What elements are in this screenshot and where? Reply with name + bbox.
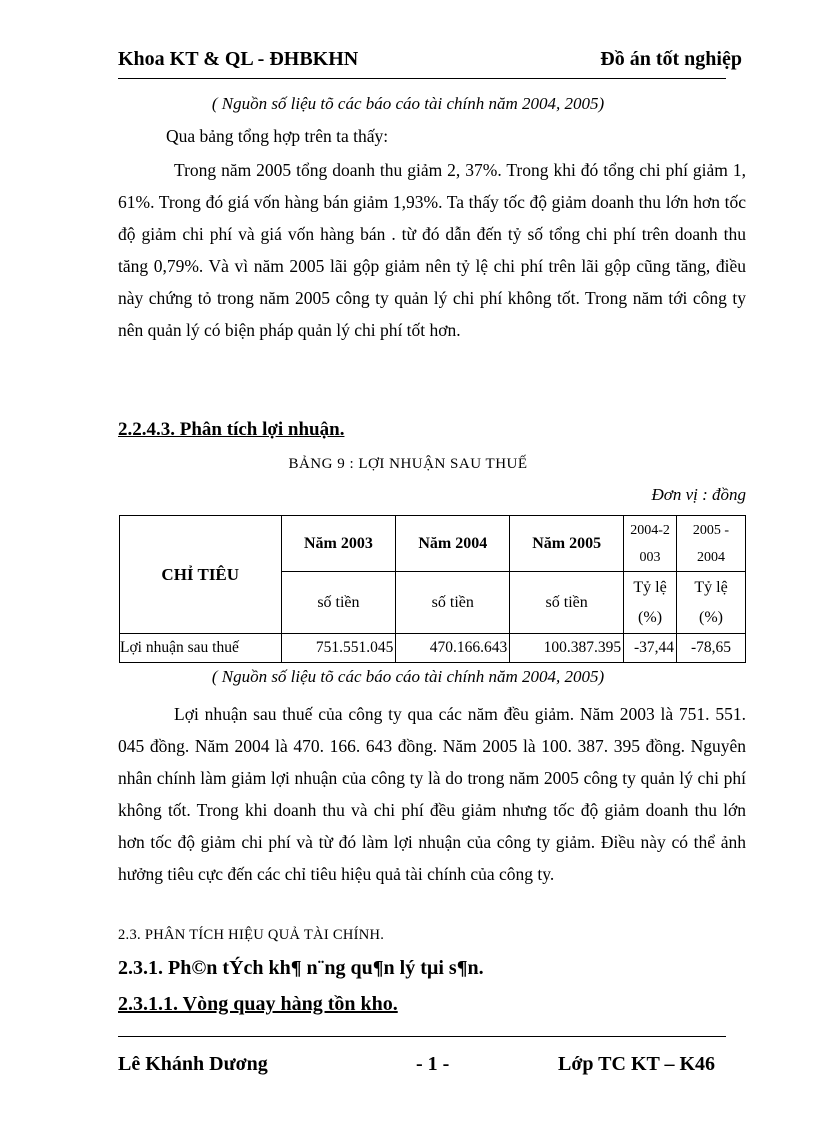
value-2005: 100.387.395 (510, 634, 624, 663)
header-faculty: Khoa KT & QL - ĐHBKHN (118, 48, 359, 70)
ratio-2-line2: (%) (699, 608, 723, 626)
subheader-amount-2005: số tiền (510, 572, 624, 634)
subheader-ratio-1 (624, 572, 677, 634)
ratio-1-line2: (%) (638, 608, 663, 626)
section-heading-2-3: 2.3. PHÂN TÍCH HIỆU QUẢ TÀI CHÍNH. (118, 927, 385, 943)
footer-class: Lớp TC KT – K46 (558, 1053, 716, 1075)
header-indicator: CHỈ TIÊU (120, 516, 282, 634)
header-doc-type: Đồ án tốt nghiệp (600, 48, 742, 70)
section-heading-2-3-1-1: 2.3.1.1. Vòng quay hàng tồn kho. (118, 993, 398, 1015)
footer-page-number: - 1 - (416, 1053, 450, 1075)
subheader-amount-2004: số tiền (396, 572, 510, 634)
section-heading-2-3-1: 2.3.1. Ph©n tÝch kh¶ n¨ng qu¶n lý tµi s¶n. (118, 957, 484, 979)
paragraph-profit-analysis: Lợi nhuận sau thuế của công ty qua các năm đều giảm. Năm 2003 là 751. 551. 045 đồng. Năm 2004 là 470. 166. 643 đồng. Năm 2005 là 100. 387. 395 đồng. Nguyên nhân chính làm giảm lợi nhuận của công ty là do trong năm 2005 công ty quản lý chi phí không tốt. Trong khi doanh thu và chi phí đều giảm nhưng tốc độ giảm doanh thu lớn hơn tốc độ giảm chi phí và từ đó làm lợi nhuận của công ty giảm. Điều này có thể ảnh hưởng tiêu cực đến các chỉ tiêu hiệu quả tài chính của công ty. (118, 704, 746, 884)
header-year-2005: Năm 2005 (510, 516, 624, 572)
row-label-net-profit: Lợi nhuận sau thuế (120, 634, 282, 663)
header-year-2004: Năm 2004 (396, 516, 510, 572)
intro-line: Qua bảng tổng hợp trên ta thấy: (166, 126, 389, 146)
header-change-2005-2004 (677, 516, 746, 572)
section-heading-profit: 2.2.4.3. Phân tích lợi nhuận. (118, 419, 345, 440)
value-2004: 470.166.643 (396, 634, 510, 663)
ratio-1-line1: Tỷ lệ (633, 578, 667, 596)
profit-table (119, 515, 746, 663)
header-rule (118, 78, 726, 79)
ratio-2005-2004: -78,65 (677, 634, 746, 663)
header-year-2003: Năm 2003 (281, 516, 396, 572)
footer-rule (118, 1036, 726, 1037)
table-title: BẢNG 9 : LỢI NHUẬN SAU THUẾ (288, 456, 528, 472)
ratio-2-line1: Tỷ lệ (694, 578, 728, 596)
ratio-2004-2003: -37,44 (624, 634, 677, 663)
paragraph-cost-analysis: Trong năm 2005 tổng doanh thu giảm 2, 37%. Trong khi đó tổng chi phí giảm 1, 61%. Trong đó giá vốn hàng bán giảm 1,93%. Ta thấy tốc độ giảm doanh thu lớn hơn tốc độ giảm chi phí và giá vốn hàng bán . từ đó dẫn đến tỷ số tổng chi phí trên doanh thu tăng 0,79%. Và vì năm 2005 lãi gộp giảm nên tỷ lệ chi phí trên lãi gộp cũng tăng, điều này chứng tỏ trong năm 2005 công ty quản lý chi phí không tốt. Trong năm tới công ty nên quản lý có biện pháp quản lý chi phí tốt hơn. (118, 160, 746, 340)
unit-label: Đơn vị : đồng (651, 485, 746, 504)
subheader-amount-2003: số tiền (281, 572, 396, 634)
footer-author: Lê Khánh Dương (118, 1053, 268, 1075)
subheader-ratio-2 (677, 572, 746, 634)
source-note-top: ( Nguồn số liệu tõ các báo cáo tài chính năm 2004, 2005) (211, 94, 605, 113)
source-note-bottom: ( Nguồn số liệu tõ các báo cáo tài chính năm 2004, 2005) (211, 667, 605, 686)
change-2005-2004-label: 2005 - 2004 (692, 522, 730, 565)
header-change-2004-2003 (624, 516, 677, 572)
table-row (120, 634, 746, 663)
value-2003: 751.551.045 (281, 634, 396, 663)
change-2004-2003-label: 2004-2003 (630, 522, 670, 565)
